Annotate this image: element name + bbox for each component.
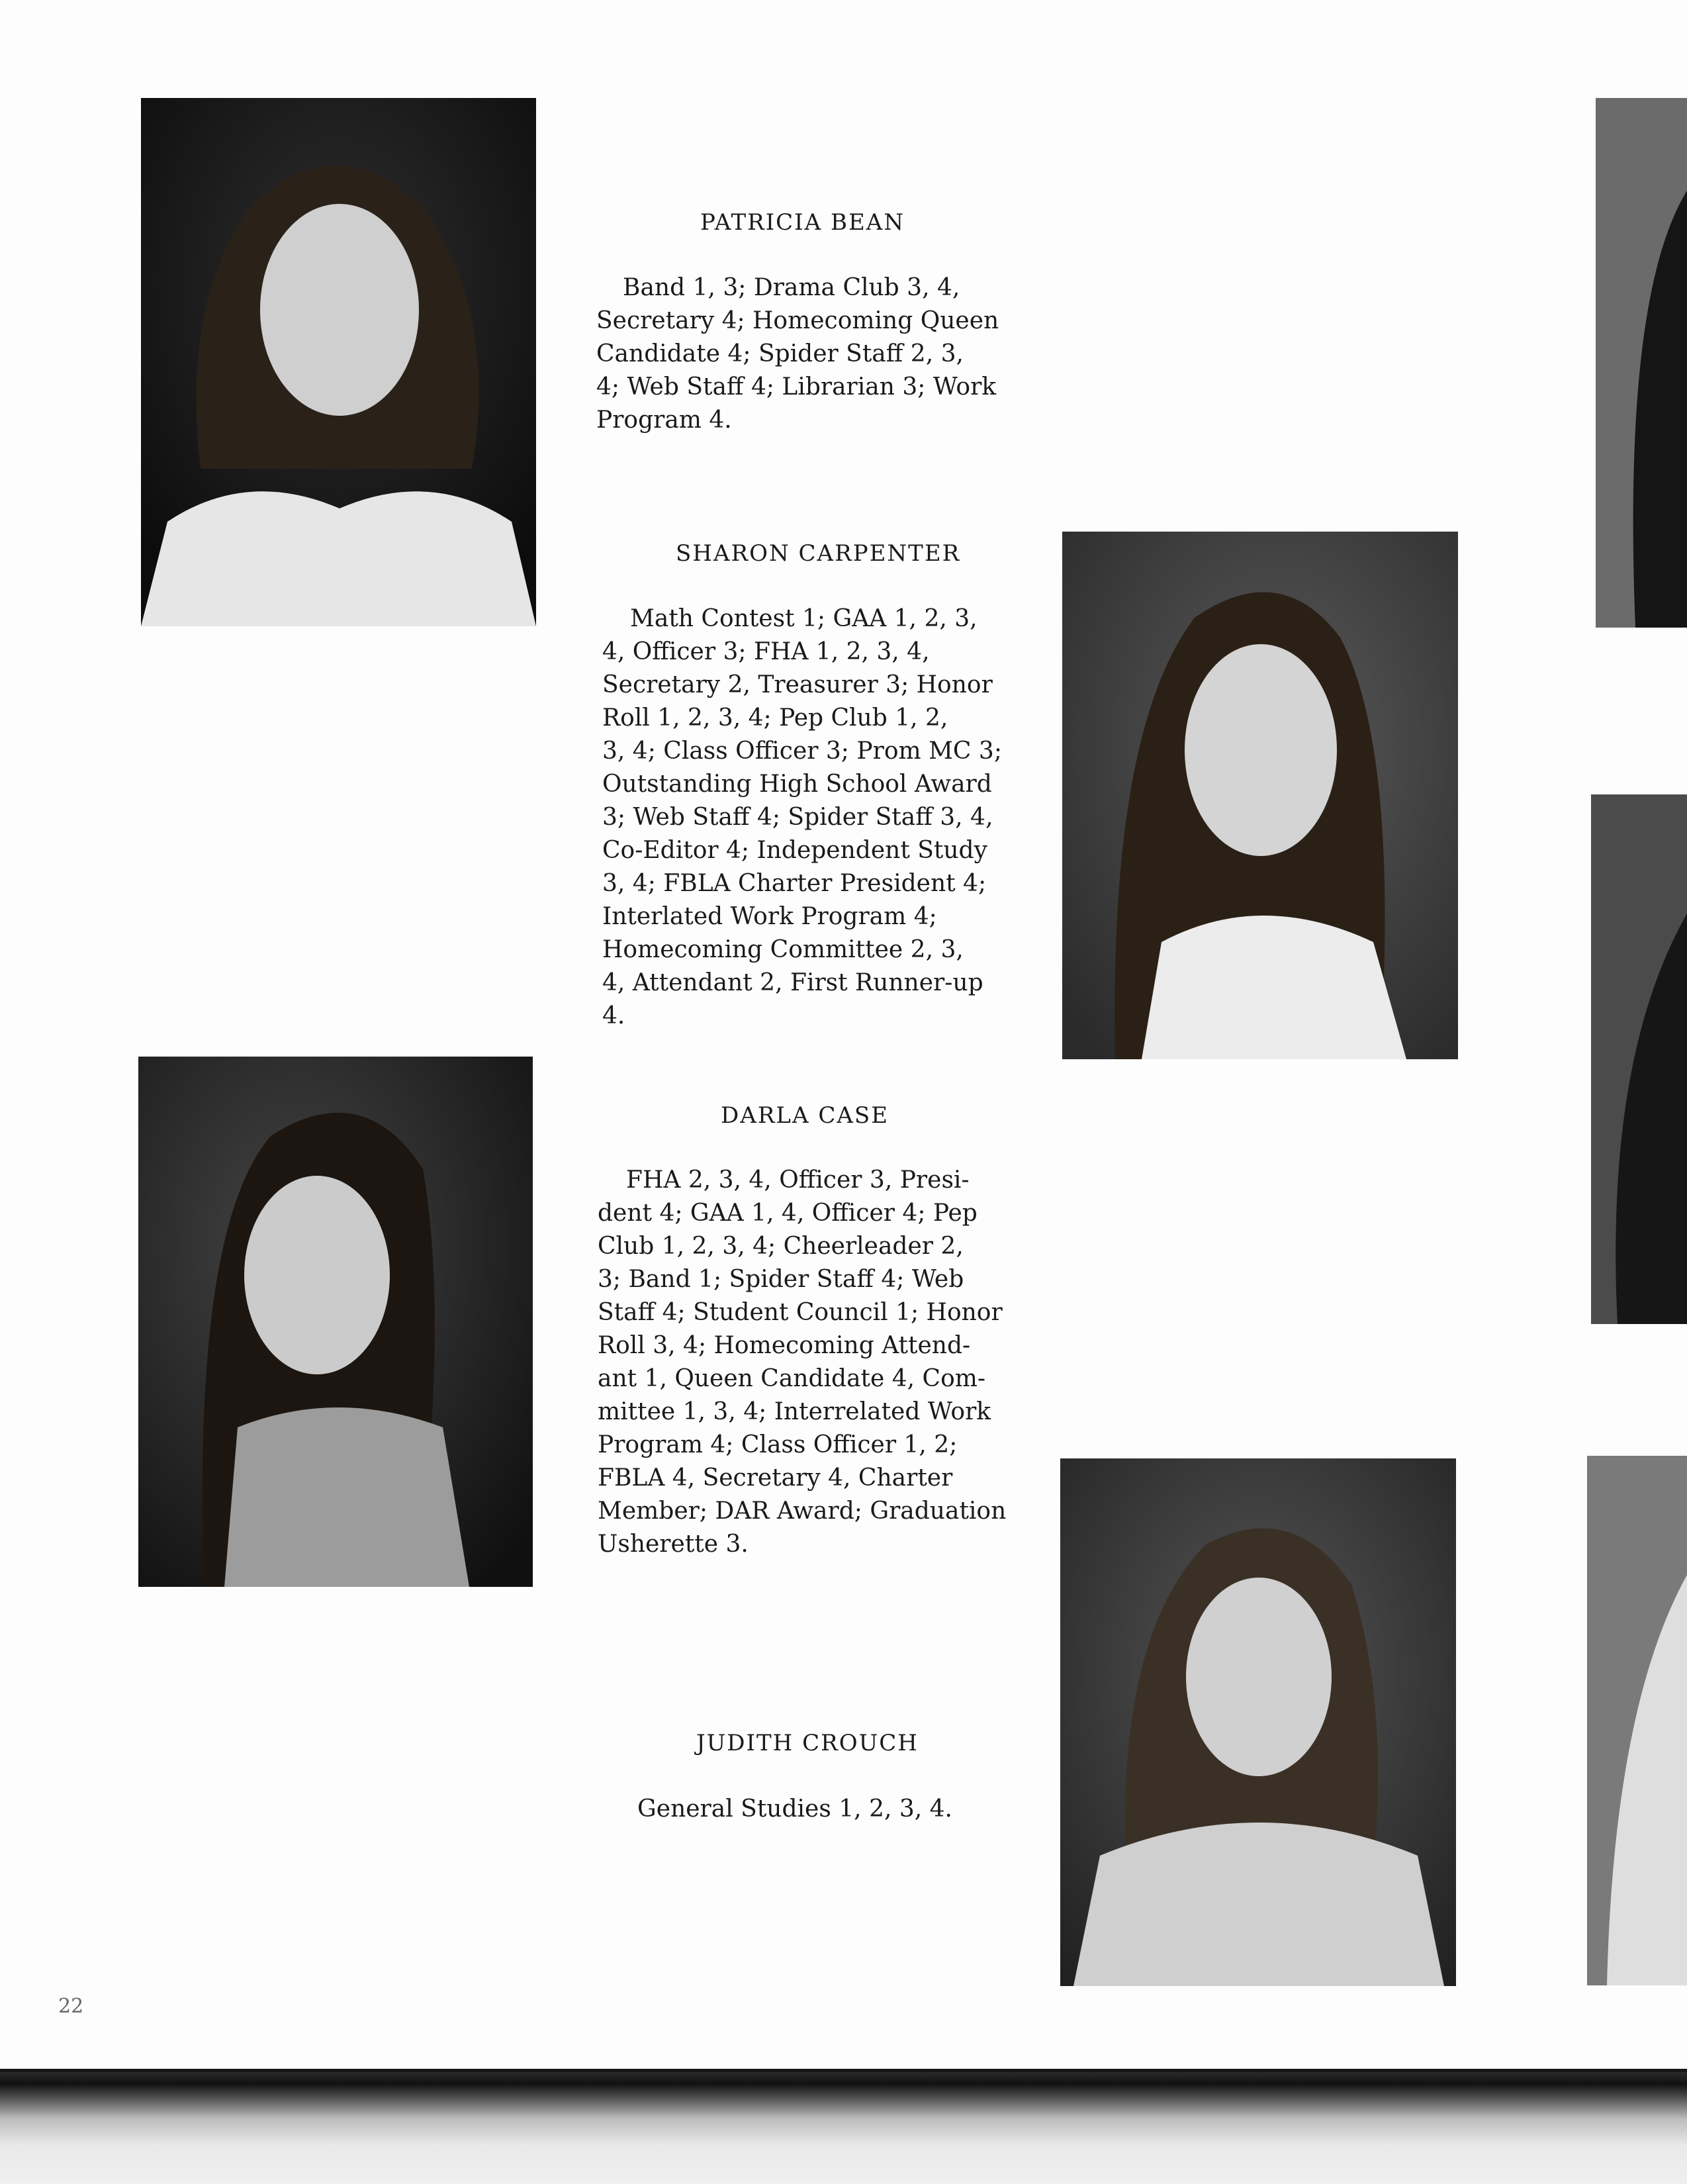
- portrait-photo-darla-case: [138, 1057, 533, 1587]
- activity-line: Program 4; Class Officer 1, 2;: [598, 1431, 958, 1458]
- activity-line: Math Contest 1; GAA 1, 2, 3,: [630, 605, 978, 632]
- partial-photo-right-edge-2: [1591, 794, 1687, 1324]
- activity-line: Staff 4; Student Council 1; Honor: [598, 1299, 1003, 1326]
- activity-line: Member; DAR Award; Graduation: [598, 1497, 1007, 1525]
- portrait-photo-sharon-carpenter: [1062, 532, 1458, 1059]
- scanner-shadow-band: [0, 2072, 1687, 2184]
- activity-line: 4, Attendant 2, First Runner-up: [602, 969, 983, 996]
- student-name: JUDITH CROUCH: [696, 1730, 919, 1756]
- activity-line: mittee 1, 3, 4; Interrelated Work: [598, 1398, 991, 1425]
- activity-line: FHA 2, 3, 4, Officer 3, Presi-: [626, 1166, 970, 1194]
- activity-line: Roll 3, 4; Homecoming Attend-: [598, 1332, 971, 1359]
- activity-line: Secretary 4; Homecoming Queen: [596, 307, 999, 334]
- activity-line: Interlated Work Program 4;: [602, 903, 937, 930]
- activity-line: Outstanding High School Award: [602, 771, 992, 798]
- activity-line: 4; Web Staff 4; Librarian 3; Work: [596, 373, 997, 401]
- activity-line: Band 1, 3; Drama Club 3, 4,: [623, 274, 960, 301]
- page-number: 22: [58, 1995, 84, 2018]
- activity-line: Usherette 3.: [598, 1531, 749, 1558]
- activity-line: 3; Band 1; Spider Staff 4; Web: [598, 1266, 964, 1293]
- activity-line: General Studies 1, 2, 3, 4.: [637, 1795, 952, 1823]
- partial-photo-right-edge-1: [1596, 98, 1687, 628]
- activity-line: Club 1, 2, 3, 4; Cheerleader 2,: [598, 1233, 964, 1260]
- activity-line: 4.: [602, 1002, 625, 1029]
- activity-line: FBLA 4, Secretary 4, Charter: [598, 1464, 953, 1492]
- activity-line: 4, Officer 3; FHA 1, 2, 3, 4,: [602, 638, 930, 665]
- activity-line: ant 1, Queen Candidate 4, Com-: [598, 1365, 986, 1392]
- activity-line: Secretary 2, Treasurer 3; Honor: [602, 671, 993, 698]
- activity-line: 3, 4; FBLA Charter President 4;: [602, 870, 987, 897]
- activity-line: Roll 1, 2, 3, 4; Pep Club 1, 2,: [602, 704, 948, 732]
- activity-line: dent 4; GAA 1, 4, Officer 4; Pep: [598, 1200, 978, 1227]
- activity-line: Program 4.: [596, 406, 732, 434]
- activity-line: 3, 4; Class Officer 3; Prom MC 3;: [602, 737, 1002, 765]
- activity-line: 3; Web Staff 4; Spider Staff 3, 4,: [602, 804, 993, 831]
- partial-photo-right-edge-3: [1587, 1456, 1687, 1985]
- activity-line: Candidate 4; Spider Staff 2, 3,: [596, 340, 964, 367]
- student-name: PATRICIA BEAN: [700, 209, 905, 236]
- activity-line: Homecoming Committee 2, 3,: [602, 936, 964, 963]
- activity-line: Co-Editor 4; Independent Study: [602, 837, 987, 864]
- student-name: SHARON CARPENTER: [676, 540, 961, 567]
- portrait-photo-patricia-bean: [141, 98, 536, 626]
- portrait-photo-judith-crouch: [1060, 1458, 1456, 1986]
- student-name: DARLA CASE: [721, 1102, 889, 1129]
